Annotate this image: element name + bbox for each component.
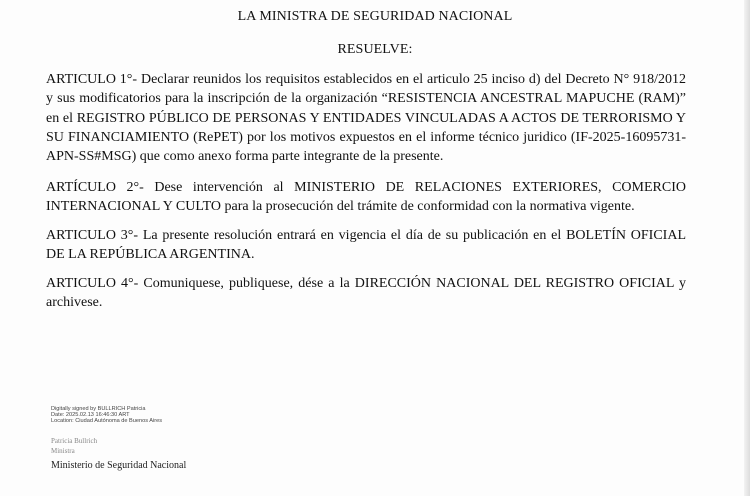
resuelve-heading: RESUELVE: <box>337 42 413 57</box>
article-2 <box>46 178 686 217</box>
article-2-label: ARTÍCULO 2°- <box>46 180 144 195</box>
document-title: LA MINISTRA DE SEGURIDAD NACIONAL <box>237 9 513 24</box>
article-3-label: ARTICULO 3°- <box>46 228 139 243</box>
article-1-text: Declarar reunidos los requisitos establecidos en el articulo 25 inciso d) del Decreto N° 918/2012 y sus modificatorios para la inscripción de la organización “RESISTENCIA ANCESTRAL MAPUCHE (RAM)” en el REGISTRO PÚBLICO DE PERSONAS Y ENTIDADES VINCULADAS A ACTOS DE TERRORISMO Y SU FINANCIAMIENTO (RePET) por los motivos expuestos en el informe técnico juridico (IF-2025-16095731-APN-SS#MSG) que como anexo forma parte integrante de la presente. <box>46 72 687 165</box>
article-4 <box>46 274 686 313</box>
signer-ministry: Ministerio de Seguridad Nacional <box>51 460 187 471</box>
signer-name: Patricia Bullrich <box>51 437 98 445</box>
article-4-label: ARTICULO 4°- <box>46 276 139 291</box>
article-3 <box>46 226 686 265</box>
article-1-label: ARTICULO 1°- <box>46 72 138 87</box>
page-edge-shadow <box>744 0 750 496</box>
signed-by-line: Digitally signed by BULLRICH Patricia <box>51 406 146 412</box>
article-2-text: Dese intervención al MINISTERIO DE RELACIONES EXTERIORES, COMERCIO INTERNACIONAL Y CULTO para la prosecución del trámite de conformidad con la normativa vigente. <box>46 180 686 215</box>
article-3-text: La presente resolución entrará en vigencia el día de su publicación en el BOLETÍN OFICIAL DE LA REPÚBLICA ARGENTINA. <box>46 228 686 263</box>
article-1 <box>46 70 686 166</box>
signer-role: Ministra <box>51 447 75 455</box>
article-4-text: Comuniquese, publiquese, dése a la DIRECCIÓN NACIONAL DEL REGISTRO OFICIAL y archivese. <box>46 276 686 311</box>
signature-location-line: Location: Ciudad Autónoma de Buenos Aires <box>51 418 163 425</box>
signature-date-line: Date: 2025.02.13 16:46:30 ART <box>51 412 130 419</box>
digital-signature-stamp <box>51 406 162 425</box>
